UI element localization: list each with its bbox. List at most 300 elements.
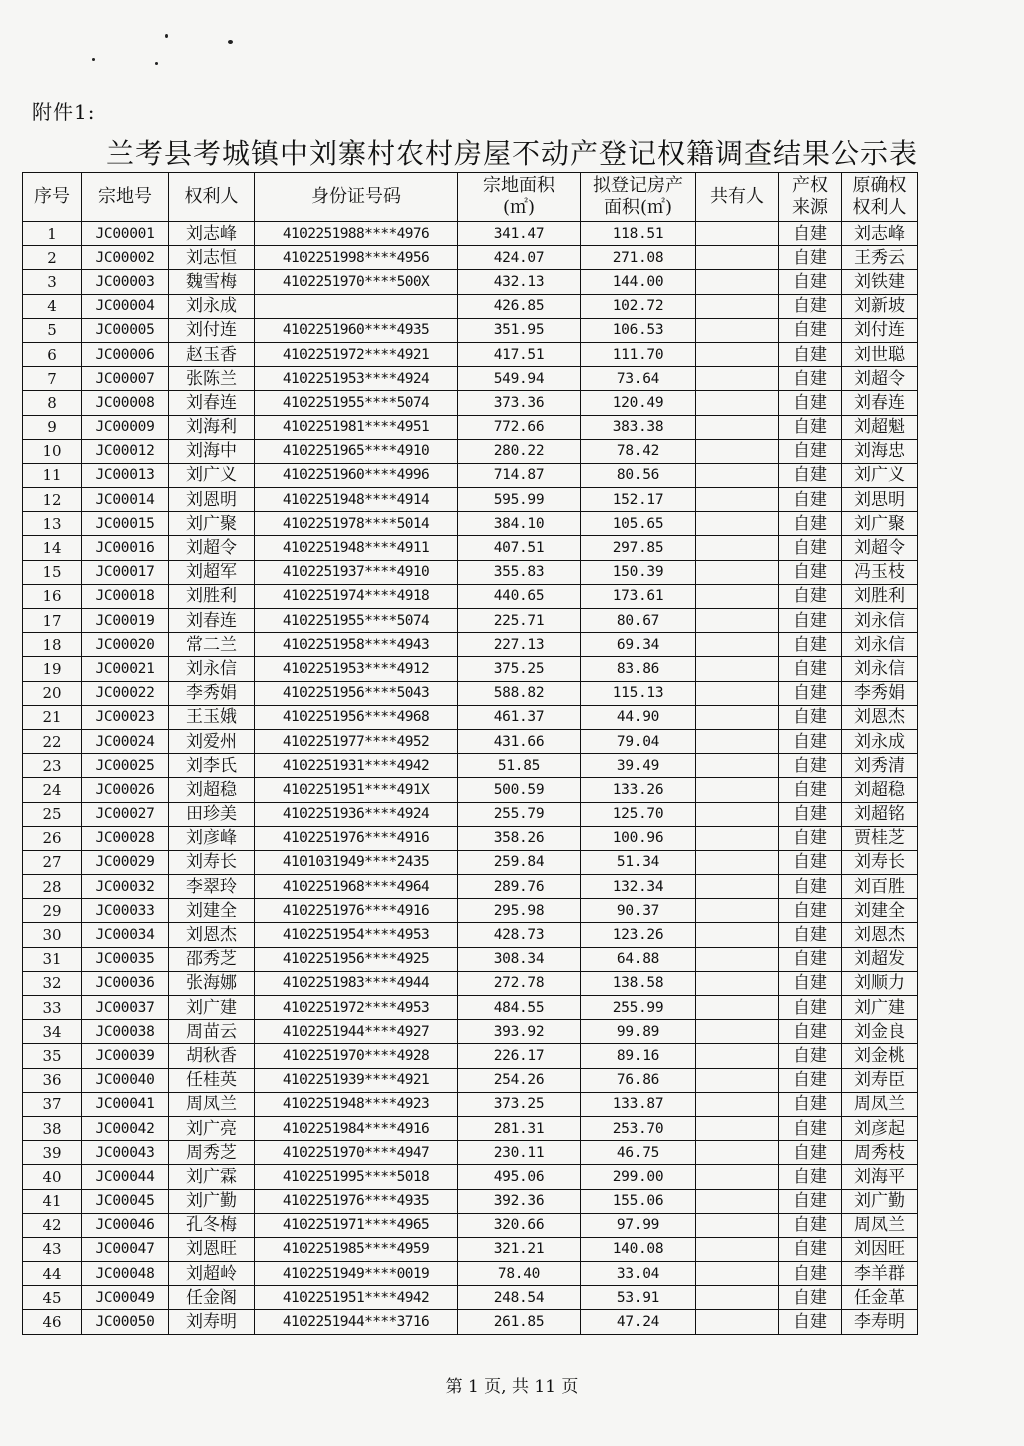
cell-parcel-no: JC00046 [82, 1213, 169, 1237]
cell-seq: 43 [23, 1237, 82, 1261]
cell-house-area: 106.53 [581, 318, 696, 342]
cell-title-source: 自建 [779, 996, 842, 1020]
cell-house-area: 133.87 [581, 1092, 696, 1116]
cell-id-number: 4102251960****4935 [255, 318, 458, 342]
cell-seq: 32 [23, 971, 82, 995]
cell-land-area: 384.10 [458, 512, 581, 536]
cell-house-area: 83.86 [581, 657, 696, 681]
cell-id-number: 4102251971****4965 [255, 1213, 458, 1237]
cell-land-area: 255.79 [458, 802, 581, 826]
cell-original-owner: 刘百胜 [842, 875, 918, 899]
cell-parcel-no: JC00028 [82, 826, 169, 850]
cell-owner: 刘李氏 [169, 754, 255, 778]
cell-house-area: 97.99 [581, 1213, 696, 1237]
cell-seq: 5 [23, 318, 82, 342]
cell-co-owner [696, 488, 779, 512]
cell-seq: 29 [23, 899, 82, 923]
table-row [23, 1286, 918, 1310]
cell-house-area: 89.16 [581, 1044, 696, 1068]
cell-owner: 刘恩旺 [169, 1237, 255, 1261]
cell-parcel-no: JC00005 [82, 318, 169, 342]
cell-seq: 31 [23, 947, 82, 971]
cell-owner: 刘爱州 [169, 729, 255, 753]
results-table [22, 172, 918, 1335]
cell-land-area: 280.22 [458, 439, 581, 463]
cell-seq: 46 [23, 1310, 82, 1334]
table-row [23, 439, 918, 463]
cell-original-owner: 刘世聪 [842, 342, 918, 366]
table-row [23, 1213, 918, 1237]
cell-house-area: 144.00 [581, 270, 696, 294]
cell-house-area: 76.86 [581, 1068, 696, 1092]
cell-owner: 任金阁 [169, 1286, 255, 1310]
cell-seq: 19 [23, 657, 82, 681]
cell-seq: 6 [23, 342, 82, 366]
cell-house-area: 123.26 [581, 923, 696, 947]
cell-title-source: 自建 [779, 1020, 842, 1044]
cell-co-owner [696, 1092, 779, 1116]
cell-owner: 刘胜利 [169, 584, 255, 608]
cell-seq: 24 [23, 778, 82, 802]
cell-seq: 4 [23, 294, 82, 318]
cell-land-area: 373.36 [458, 391, 581, 415]
cell-title-source: 自建 [779, 1141, 842, 1165]
cell-title-source: 自建 [779, 705, 842, 729]
cell-owner: 刘广勤 [169, 1189, 255, 1213]
cell-owner: 刘春连 [169, 609, 255, 633]
cell-parcel-no: JC00008 [82, 391, 169, 415]
cell-parcel-no: JC00003 [82, 270, 169, 294]
cell-land-area: 407.51 [458, 536, 581, 560]
table-row [23, 1092, 918, 1116]
table-row [23, 633, 918, 657]
cell-parcel-no: JC00042 [82, 1116, 169, 1140]
cell-co-owner [696, 270, 779, 294]
cell-id-number: 4102251995****5018 [255, 1165, 458, 1189]
cell-title-source: 自建 [779, 1189, 842, 1213]
cell-co-owner [696, 463, 779, 487]
cell-id-number: 4102251970****4947 [255, 1141, 458, 1165]
cell-id-number: 4102251976****4916 [255, 826, 458, 850]
cell-co-owner [696, 705, 779, 729]
cell-owner: 刘广霖 [169, 1165, 255, 1189]
cell-land-area: 392.36 [458, 1189, 581, 1213]
cell-parcel-no: JC00029 [82, 850, 169, 874]
cell-title-source: 自建 [779, 1044, 842, 1068]
cell-id-number: 4102251960****4996 [255, 463, 458, 487]
table-row [23, 512, 918, 536]
cell-seq: 20 [23, 681, 82, 705]
cell-land-area: 272.78 [458, 971, 581, 995]
cell-original-owner: 刘永信 [842, 657, 918, 681]
scan-speck [228, 40, 233, 44]
cell-parcel-no: JC00024 [82, 729, 169, 753]
table-row [23, 246, 918, 270]
cell-owner: 刘广亮 [169, 1116, 255, 1140]
cell-owner: 刘超稳 [169, 778, 255, 802]
cell-owner: 刘恩明 [169, 488, 255, 512]
cell-owner: 邵秀芝 [169, 947, 255, 971]
table-row [23, 488, 918, 512]
cell-original-owner: 刘恩杰 [842, 705, 918, 729]
cell-co-owner [696, 1237, 779, 1261]
cell-seq: 35 [23, 1044, 82, 1068]
cell-id-number: 4102251955****5074 [255, 391, 458, 415]
cell-title-source: 自建 [779, 609, 842, 633]
cell-parcel-no: JC00025 [82, 754, 169, 778]
cell-co-owner [696, 899, 779, 923]
cell-title-source: 自建 [779, 222, 842, 246]
page-footer: 第 1 页, 共 11 页 [445, 1377, 579, 1397]
table-header-row [23, 173, 918, 222]
cell-original-owner: 刘海平 [842, 1165, 918, 1189]
cell-land-area: 440.65 [458, 584, 581, 608]
cell-title-source: 自建 [779, 899, 842, 923]
cell-owner: 王玉娥 [169, 705, 255, 729]
cell-title-source: 自建 [779, 681, 842, 705]
cell-id-number: 4102251956****4968 [255, 705, 458, 729]
table-row [23, 294, 918, 318]
cell-title-source: 自建 [779, 1213, 842, 1237]
cell-house-area: 173.61 [581, 584, 696, 608]
cell-owner: 刘志峰 [169, 222, 255, 246]
cell-seq: 44 [23, 1262, 82, 1286]
cell-co-owner [696, 947, 779, 971]
cell-land-area: 254.26 [458, 1068, 581, 1092]
header-land-area [458, 173, 581, 222]
cell-co-owner [696, 850, 779, 874]
cell-title-source: 自建 [779, 657, 842, 681]
cell-co-owner [696, 1310, 779, 1334]
cell-parcel-no: JC00004 [82, 294, 169, 318]
cell-owner: 刘建全 [169, 899, 255, 923]
cell-title-source: 自建 [779, 923, 842, 947]
cell-co-owner [696, 512, 779, 536]
cell-parcel-no: JC00044 [82, 1165, 169, 1189]
cell-id-number: 4102251978****5014 [255, 512, 458, 536]
cell-id-number: 4102251984****4916 [255, 1116, 458, 1140]
cell-land-area: 549.94 [458, 367, 581, 391]
cell-title-source: 自建 [779, 729, 842, 753]
cell-original-owner: 刘超令 [842, 367, 918, 391]
table-row [23, 318, 918, 342]
cell-parcel-no: JC00018 [82, 584, 169, 608]
table-row [23, 657, 918, 681]
cell-seq: 26 [23, 826, 82, 850]
cell-title-source: 自建 [779, 778, 842, 802]
cell-land-area: 261.85 [458, 1310, 581, 1334]
cell-title-source: 自建 [779, 633, 842, 657]
table-row [23, 826, 918, 850]
cell-parcel-no: JC00033 [82, 899, 169, 923]
cell-co-owner [696, 778, 779, 802]
cell-id-number: 4102251949****0019 [255, 1262, 458, 1286]
cell-parcel-no: JC00017 [82, 560, 169, 584]
cell-owner: 胡秋香 [169, 1044, 255, 1068]
cell-land-area: 358.26 [458, 826, 581, 850]
cell-seq: 12 [23, 488, 82, 512]
table-row [23, 1237, 918, 1261]
table-row [23, 778, 918, 802]
cell-id-number: 4102251968****4964 [255, 875, 458, 899]
cell-land-area: 772.66 [458, 415, 581, 439]
cell-seq: 40 [23, 1165, 82, 1189]
cell-id-number: 4102251948****4923 [255, 1092, 458, 1116]
cell-id-number: 4102251976****4916 [255, 899, 458, 923]
cell-id-number: 4101031949****2435 [255, 850, 458, 874]
cell-id-number: 4102251974****4918 [255, 584, 458, 608]
table-row [23, 1141, 918, 1165]
header-parcel-no: 宗地号 [82, 173, 169, 222]
cell-co-owner [696, 923, 779, 947]
cell-owner: 刘超岭 [169, 1262, 255, 1286]
cell-id-number: 4102251951****4942 [255, 1286, 458, 1310]
cell-original-owner: 刘铁建 [842, 270, 918, 294]
cell-house-area: 69.34 [581, 633, 696, 657]
cell-title-source: 自建 [779, 875, 842, 899]
cell-owner: 张海娜 [169, 971, 255, 995]
cell-seq: 38 [23, 1116, 82, 1140]
cell-land-area: 375.25 [458, 657, 581, 681]
cell-seq: 45 [23, 1286, 82, 1310]
table-row [23, 536, 918, 560]
cell-title-source: 自建 [779, 947, 842, 971]
cell-land-area: 226.17 [458, 1044, 581, 1068]
cell-land-area: 714.87 [458, 463, 581, 487]
cell-land-area: 227.13 [458, 633, 581, 657]
cell-original-owner: 周凤兰 [842, 1092, 918, 1116]
cell-id-number: 4102251965****4910 [255, 439, 458, 463]
table-row [23, 996, 918, 1020]
cell-house-area: 46.75 [581, 1141, 696, 1165]
scan-speck [92, 58, 95, 61]
cell-seq: 33 [23, 996, 82, 1020]
cell-house-area: 253.70 [581, 1116, 696, 1140]
cell-house-area: 138.58 [581, 971, 696, 995]
cell-id-number: 4102251948****4914 [255, 488, 458, 512]
cell-owner: 刘广聚 [169, 512, 255, 536]
cell-co-owner [696, 222, 779, 246]
cell-owner: 孔冬梅 [169, 1213, 255, 1237]
cell-owner: 赵玉香 [169, 342, 255, 366]
cell-title-source: 自建 [779, 971, 842, 995]
cell-land-area: 424.07 [458, 246, 581, 270]
cell-original-owner: 刘金桃 [842, 1044, 918, 1068]
cell-title-source: 自建 [779, 584, 842, 608]
cell-original-owner: 周秀枝 [842, 1141, 918, 1165]
cell-original-owner: 刘广义 [842, 463, 918, 487]
cell-id-number: 4102251953****4912 [255, 657, 458, 681]
cell-parcel-no: JC00015 [82, 512, 169, 536]
cell-title-source: 自建 [779, 1165, 842, 1189]
cell-co-owner [696, 1116, 779, 1140]
cell-owner: 常二兰 [169, 633, 255, 657]
cell-original-owner: 刘超稳 [842, 778, 918, 802]
cell-house-area: 99.89 [581, 1020, 696, 1044]
cell-co-owner [696, 536, 779, 560]
cell-owner: 刘广建 [169, 996, 255, 1020]
cell-seq: 8 [23, 391, 82, 415]
header-land-area-line2: (㎡) [502, 197, 536, 218]
cell-co-owner [696, 415, 779, 439]
cell-house-area: 79.04 [581, 729, 696, 753]
cell-owner: 刘恩杰 [169, 923, 255, 947]
cell-co-owner [696, 391, 779, 415]
cell-id-number: 4102251977****4952 [255, 729, 458, 753]
cell-title-source: 自建 [779, 342, 842, 366]
cell-seq: 17 [23, 609, 82, 633]
cell-house-area: 44.90 [581, 705, 696, 729]
cell-house-area: 105.65 [581, 512, 696, 536]
header-house-area-line2: 面积(㎡) [603, 197, 673, 218]
cell-title-source: 自建 [779, 826, 842, 850]
cell-house-area: 53.91 [581, 1286, 696, 1310]
header-title-source [779, 173, 842, 222]
cell-original-owner: 冯玉枝 [842, 560, 918, 584]
cell-title-source: 自建 [779, 1092, 842, 1116]
cell-parcel-no: JC00002 [82, 246, 169, 270]
cell-original-owner: 刘寿臣 [842, 1068, 918, 1092]
cell-house-area: 78.42 [581, 439, 696, 463]
cell-original-owner: 刘顺力 [842, 971, 918, 995]
cell-original-owner: 刘新坡 [842, 294, 918, 318]
cell-co-owner [696, 342, 779, 366]
cell-house-area: 120.49 [581, 391, 696, 415]
cell-co-owner [696, 1262, 779, 1286]
header-title-source-line1: 产权 [792, 175, 828, 196]
cell-original-owner: 刘恩杰 [842, 923, 918, 947]
cell-id-number: 4102251956****4925 [255, 947, 458, 971]
table-row [23, 705, 918, 729]
cell-title-source: 自建 [779, 1068, 842, 1092]
table-row [23, 463, 918, 487]
cell-title-source: 自建 [779, 439, 842, 463]
cell-original-owner: 刘志峰 [842, 222, 918, 246]
cell-co-owner [696, 1165, 779, 1189]
cell-seq: 37 [23, 1092, 82, 1116]
cell-seq: 23 [23, 754, 82, 778]
cell-house-area: 80.67 [581, 609, 696, 633]
table-row [23, 1165, 918, 1189]
table-row [23, 415, 918, 439]
cell-land-area: 428.73 [458, 923, 581, 947]
cell-parcel-no: JC00001 [82, 222, 169, 246]
header-house-area-line1: 拟登记房产 [593, 175, 683, 196]
cell-co-owner [696, 294, 779, 318]
cell-original-owner: 刘秀清 [842, 754, 918, 778]
cell-original-owner: 刘寿长 [842, 850, 918, 874]
cell-id-number: 4102251970****500X [255, 270, 458, 294]
scan-speck [155, 62, 158, 65]
table-row [23, 1262, 918, 1286]
cell-title-source: 自建 [779, 1116, 842, 1140]
cell-id-number: 4102251944****4927 [255, 1020, 458, 1044]
cell-seq: 25 [23, 802, 82, 826]
cell-seq: 7 [23, 367, 82, 391]
cell-id-number: 4102251983****4944 [255, 971, 458, 995]
cell-original-owner: 刘广建 [842, 996, 918, 1020]
cell-original-owner: 刘超铭 [842, 802, 918, 826]
cell-title-source: 自建 [779, 1310, 842, 1334]
cell-title-source: 自建 [779, 802, 842, 826]
cell-seq: 10 [23, 439, 82, 463]
cell-house-area: 150.39 [581, 560, 696, 584]
header-house-area [581, 173, 696, 222]
cell-owner: 刘永成 [169, 294, 255, 318]
cell-original-owner: 刘付连 [842, 318, 918, 342]
table-row [23, 1020, 918, 1044]
cell-co-owner [696, 1286, 779, 1310]
cell-title-source: 自建 [779, 246, 842, 270]
cell-house-area: 155.06 [581, 1189, 696, 1213]
cell-seq: 34 [23, 1020, 82, 1044]
cell-id-number: 4102251976****4935 [255, 1189, 458, 1213]
table-row [23, 560, 918, 584]
cell-original-owner: 刘永信 [842, 633, 918, 657]
cell-house-area: 90.37 [581, 899, 696, 923]
cell-house-area: 111.70 [581, 342, 696, 366]
header-co-owner: 共有人 [696, 173, 779, 222]
table-row [23, 270, 918, 294]
cell-land-area: 355.83 [458, 560, 581, 584]
cell-seq: 14 [23, 536, 82, 560]
table-row [23, 681, 918, 705]
cell-land-area: 393.92 [458, 1020, 581, 1044]
cell-owner: 刘春连 [169, 391, 255, 415]
cell-house-area: 64.88 [581, 947, 696, 971]
cell-parcel-no: JC00032 [82, 875, 169, 899]
cell-seq: 2 [23, 246, 82, 270]
scan-speck [165, 34, 168, 38]
cell-original-owner: 刘永成 [842, 729, 918, 753]
cell-id-number: 4102251936****4924 [255, 802, 458, 826]
table-row [23, 609, 918, 633]
cell-land-area: 484.55 [458, 996, 581, 1020]
cell-land-area: 78.40 [458, 1262, 581, 1286]
cell-parcel-no: JC00050 [82, 1310, 169, 1334]
cell-id-number: 4102251970****4928 [255, 1044, 458, 1068]
table-row [23, 947, 918, 971]
table-row [23, 1044, 918, 1068]
table-row [23, 850, 918, 874]
cell-house-area: 133.26 [581, 778, 696, 802]
cell-land-area: 341.47 [458, 222, 581, 246]
cell-original-owner: 周凤兰 [842, 1213, 918, 1237]
cell-id-number: 4102251988****4976 [255, 222, 458, 246]
cell-original-owner: 刘因旺 [842, 1237, 918, 1261]
cell-land-area: 588.82 [458, 681, 581, 705]
cell-original-owner: 刘建全 [842, 899, 918, 923]
cell-parcel-no: JC00022 [82, 681, 169, 705]
cell-land-area: 225.71 [458, 609, 581, 633]
cell-co-owner [696, 996, 779, 1020]
cell-original-owner: 刘海忠 [842, 439, 918, 463]
cell-land-area: 320.66 [458, 1213, 581, 1237]
cell-co-owner [696, 729, 779, 753]
cell-id-number: 4102251985****4959 [255, 1237, 458, 1261]
cell-title-source: 自建 [779, 294, 842, 318]
cell-owner: 任桂英 [169, 1068, 255, 1092]
cell-house-area: 33.04 [581, 1262, 696, 1286]
cell-house-area: 47.24 [581, 1310, 696, 1334]
cell-house-area: 125.70 [581, 802, 696, 826]
cell-land-area: 426.85 [458, 294, 581, 318]
cell-land-area: 351.95 [458, 318, 581, 342]
cell-parcel-no: JC00026 [82, 778, 169, 802]
header-seq: 序号 [23, 173, 82, 222]
cell-parcel-no: JC00039 [82, 1044, 169, 1068]
cell-co-owner [696, 971, 779, 995]
